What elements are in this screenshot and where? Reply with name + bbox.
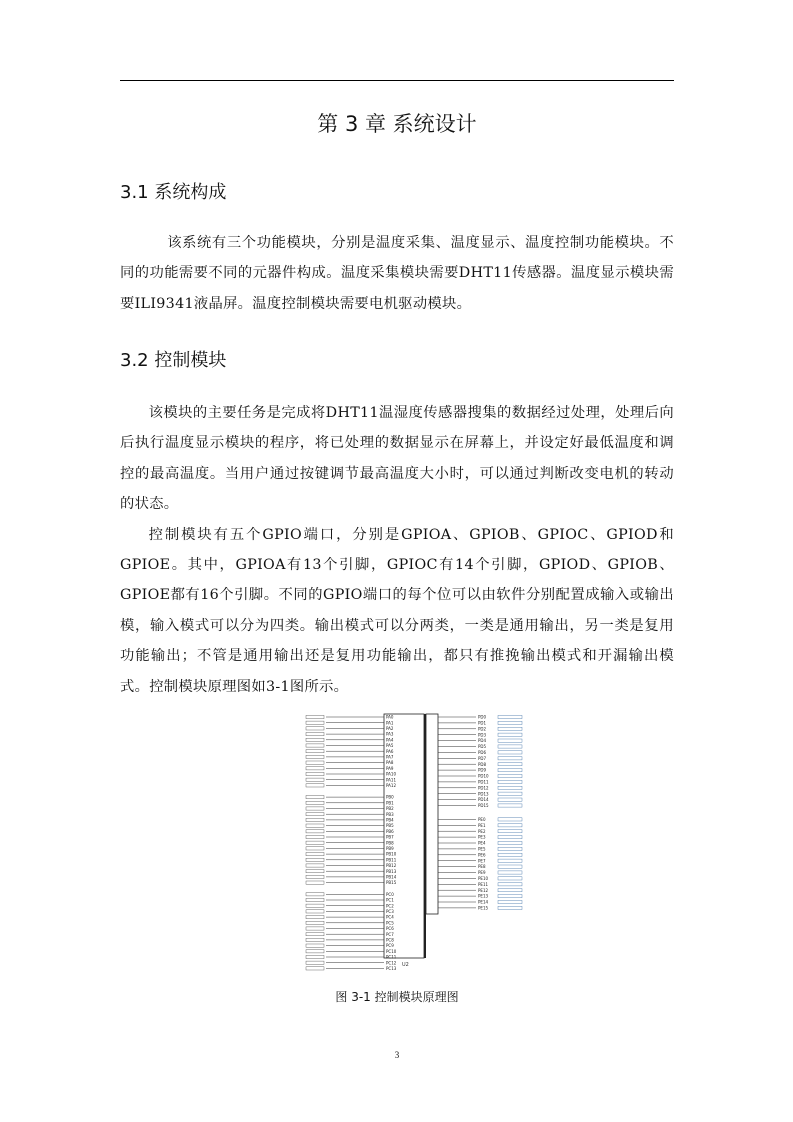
pin-label: PE4 [478, 840, 486, 846]
pin-label: PE12 [478, 887, 489, 893]
net-label-box [498, 763, 522, 766]
pin-label: PA11 [386, 777, 396, 783]
net-label-box [498, 859, 522, 862]
net-label-box [306, 824, 324, 827]
net-label-box [498, 906, 522, 909]
pin-label: PC13 [386, 966, 397, 971]
net-label-box [306, 784, 324, 787]
chapter-title: 第 3 章 系统设计 [317, 112, 477, 136]
pin-label: PD15 [478, 803, 489, 809]
pin-label: PA8 [386, 760, 394, 766]
pin-label: PB15 [386, 880, 397, 886]
pin-label: PD1 [478, 720, 487, 726]
net-label-box [498, 798, 522, 801]
pin-label: PC7 [386, 931, 394, 937]
pin-label: PB1 [386, 800, 394, 806]
pin-label: PC11 [386, 954, 397, 960]
net-label-box [498, 847, 522, 850]
net-label-box [306, 881, 324, 884]
net-label-box [306, 721, 324, 724]
net-label-box [498, 786, 522, 789]
net-label-box [306, 950, 324, 953]
pin-label: PB9 [386, 846, 394, 851]
net-label-box [306, 961, 324, 964]
pin-label: PB3 [386, 811, 394, 817]
net-label-box [306, 733, 324, 736]
net-label-box [306, 944, 324, 947]
pin-label: PA5 [386, 743, 394, 749]
net-label-box [498, 733, 522, 736]
figure-caption: 图 3-1 控制模块原理图 [335, 990, 459, 1004]
net-label-box [306, 910, 324, 913]
pin-label: PD4 [478, 738, 487, 744]
pin-label: PA12 [386, 783, 396, 788]
net-label-box [306, 875, 324, 878]
net-label-box [498, 865, 522, 868]
net-label-box [498, 818, 522, 821]
net-label-box [306, 904, 324, 907]
pin-label: PE3 [478, 834, 486, 840]
net-label-box [498, 739, 522, 742]
net-label-box [306, 761, 324, 764]
net-label-box [306, 847, 324, 850]
pin-label: PA7 [386, 754, 394, 760]
paragraph: 该系统有三个功能模块，分别是温度采集、温度显示、温度控制功能模块。不同的功能需要不同的元器件构成。温度采集模块需要DHT11传感器。温度显示模块需要ILI9341液晶屏。温度控制模块需要电机驱动模块。 [120, 235, 674, 312]
net-label-box [306, 767, 324, 770]
pin-label: PC4 [386, 914, 394, 920]
net-label-box [306, 750, 324, 753]
pin-label: PB14 [386, 874, 397, 880]
pin-label: PD6 [478, 750, 487, 755]
pin-label: PD8 [478, 761, 487, 767]
pin-label: PE9 [478, 870, 486, 876]
pin-label: PE15 [478, 905, 489, 911]
pin-label: PB5 [386, 823, 394, 829]
net-label-box [306, 755, 324, 758]
pin-label: PC1 [386, 897, 394, 903]
net-label-box [498, 780, 522, 783]
pin-label: PD9 [478, 767, 487, 773]
pin-label: PC12 [386, 960, 397, 966]
pin-label: PE11 [478, 881, 489, 887]
pin-label: PD3 [478, 732, 487, 738]
net-label-box [498, 830, 522, 833]
pin-label: PC6 [386, 926, 394, 932]
net-label-box [306, 864, 324, 867]
pin-label: PE5 [478, 846, 486, 852]
pin-label: PD2 [478, 726, 487, 732]
paragraph: 该模块的主要任务是完成将DHT11温湿度传感器搜集的数据经过处理，处理后向后执行温度显示模块的程序，将已处理的数据显示在屏幕上，并设定好最低温度和调控的最高温度。当用户通过按键调节最高温度大小时，可以通过判断改变电机的转动的状态。 [120, 405, 674, 513]
net-label-box [306, 938, 324, 941]
left-pin-group [306, 715, 397, 971]
net-label-box [498, 751, 522, 754]
net-label-box [306, 727, 324, 730]
net-label-box [306, 853, 324, 856]
net-label-box [306, 807, 324, 810]
pin-label: PB8 [386, 840, 394, 846]
pin-label: PA2 [386, 726, 394, 731]
pin-label: PB0 [386, 794, 394, 800]
net-label-box [306, 813, 324, 816]
net-label-box [306, 830, 324, 833]
pin-label: PD7 [478, 755, 487, 761]
pin-label: PE7 [478, 858, 486, 864]
pin-label: PA3 [386, 731, 394, 737]
net-label-box [498, 757, 522, 760]
pin-label: PC10 [386, 948, 397, 954]
net-label-box [306, 818, 324, 821]
right-pin-group [438, 715, 522, 911]
pin-label: PC9 [386, 943, 394, 949]
pin-label: PB7 [386, 834, 394, 840]
net-label-box [498, 871, 522, 874]
net-label-box [498, 895, 522, 898]
net-label-box [498, 745, 522, 748]
pin-label: PE14 [478, 899, 489, 905]
net-label-box [498, 883, 522, 886]
pin-label: PA9 [386, 765, 394, 771]
section-3-1-body [120, 228, 674, 319]
net-label-box [498, 774, 522, 777]
net-label-box [306, 801, 324, 804]
pin-label: PA1 [386, 720, 394, 726]
pin-label: PC2 [386, 903, 394, 909]
section-3-2-body [120, 398, 674, 702]
net-label-box [306, 898, 324, 901]
pin-label: PB6 [386, 828, 394, 834]
net-label-box [498, 853, 522, 856]
net-label-box [306, 796, 324, 799]
pin-label: PD11 [478, 779, 489, 785]
net-label-box [306, 778, 324, 781]
net-label-box [306, 858, 324, 861]
pin-label: PB13 [386, 868, 397, 874]
pin-label: PA4 [386, 737, 394, 743]
net-label-box [498, 889, 522, 892]
schematic-figure [286, 712, 532, 971]
pin-label: PE2 [478, 828, 486, 834]
chip-body-right [426, 714, 438, 914]
net-label-box [306, 870, 324, 873]
pin-label: PB12 [386, 863, 397, 869]
pin-label: PD5 [478, 744, 487, 750]
net-label-box [498, 824, 522, 827]
pin-label: PE8 [478, 864, 486, 870]
pin-label: PB2 [386, 806, 394, 812]
pin-label: PD13 [478, 791, 489, 797]
net-label-box [306, 835, 324, 838]
pin-label: PE13 [478, 893, 489, 899]
net-label-box [306, 927, 324, 930]
pin-label: PC0 [386, 891, 394, 897]
net-label-box [306, 955, 324, 958]
net-label-box [306, 772, 324, 775]
net-label-box [498, 877, 522, 880]
net-label-box [498, 900, 522, 903]
section-heading-3-1: 3.1 系统构成 [120, 182, 227, 203]
net-label-box [498, 841, 522, 844]
net-label-box [306, 715, 324, 718]
net-label-box [498, 769, 522, 772]
pin-label: PC3 [386, 909, 394, 914]
pin-label: PC5 [386, 920, 394, 926]
page-number: 3 [394, 1050, 400, 1060]
net-label-box [306, 738, 324, 741]
net-label-box [306, 933, 324, 936]
pin-label: PD14 [478, 797, 489, 803]
pin-label: PD12 [478, 785, 489, 791]
paragraph: 控制模块有五个GPIO端口，分别是GPIOA、GPIOB、GPIOC、GPIOD和GPIOE。其中，GPIOA有13个引脚，GPIOC有14个引脚，GPIOD、GPIOB、GPIOE都有16个引脚。不同的GPIO端口的每个位可以由软件分别配置成输入或输出模，输入模式可以分为四类。输出模式可以分两类，一类是通用输出，另一类是复用功能输出；不管是通用输出还是复用功能输出，都只有推挽输出模式和开漏输出模式。控制模块原理图如3-1图所示。 [120, 526, 674, 695]
net-label-box [306, 916, 324, 919]
pin-label: PE0 [478, 817, 486, 822]
pin-label: PE10 [478, 876, 489, 881]
net-label-box [306, 921, 324, 924]
net-label-box [498, 836, 522, 839]
net-label-box [498, 727, 522, 730]
pin-label: PB11 [386, 857, 397, 863]
net-label-box [498, 792, 522, 795]
net-label-box [498, 715, 522, 718]
net-label-box [498, 721, 522, 724]
pin-label: PA0 [386, 714, 394, 720]
pin-label: PE6 [478, 852, 486, 858]
pin-label: PB4 [386, 817, 394, 823]
net-label-box [306, 967, 324, 970]
header-rule [120, 80, 674, 81]
pin-label: PC8 [386, 937, 394, 943]
pin-label: PA6 [386, 748, 394, 754]
net-label-box [498, 804, 522, 807]
pin-label: PD0 [478, 714, 487, 720]
net-label-box [306, 841, 324, 844]
pin-label: PB10 [386, 851, 397, 857]
pin-label: PD10 [478, 773, 489, 779]
net-label-box [306, 744, 324, 747]
pin-label: PA10 [386, 771, 396, 777]
pin-label: PE1 [478, 822, 486, 828]
section-heading-3-2: 3.2 控制模块 [120, 350, 227, 371]
net-label-box [306, 893, 324, 896]
chip-label: U2 [402, 962, 409, 968]
